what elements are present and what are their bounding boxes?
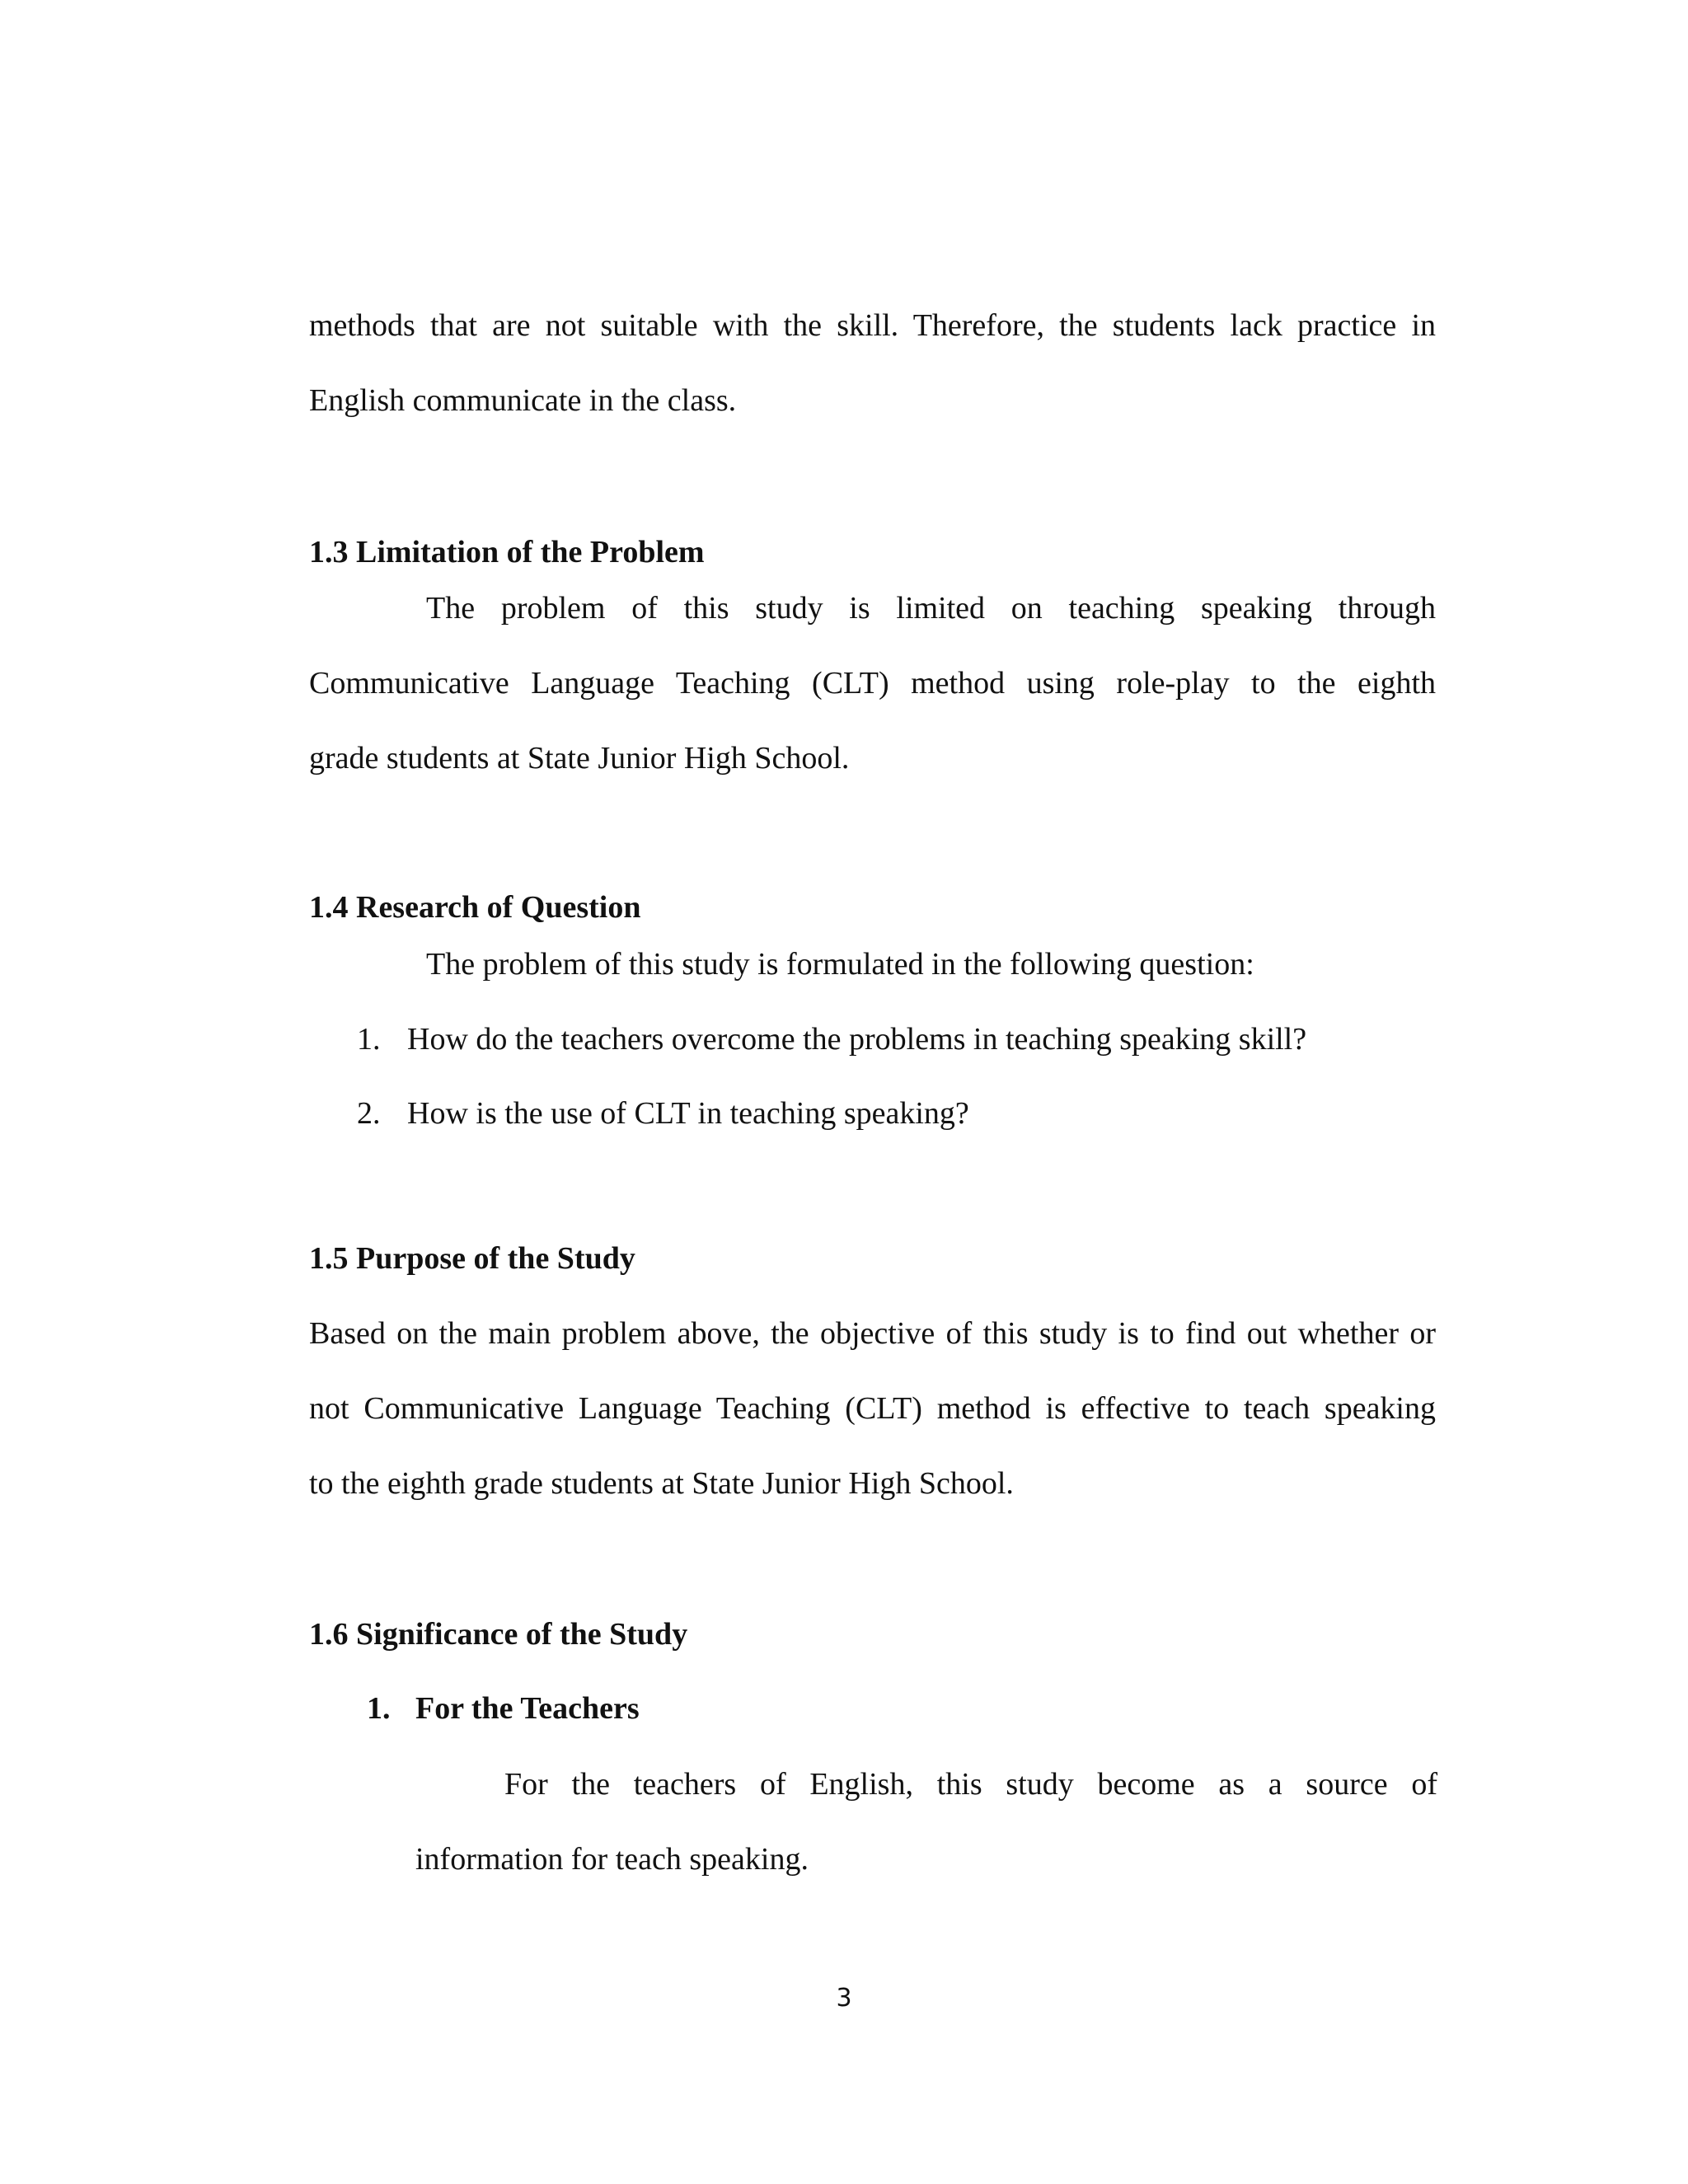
list-number: 2. — [357, 1096, 381, 1131]
paragraph-line: Communicative Language Teaching (CLT) method using role-play to the eighth — [309, 666, 1436, 701]
paragraph-line: methods that are not suitable with the skill. Therefore, the students lack practice in — [309, 308, 1436, 343]
paragraph-line: The problem of this study is formulated in the following question: — [426, 947, 1254, 982]
paragraph-line: Based on the main problem above, the objective of this study is to find out whether or — [309, 1316, 1436, 1351]
paragraph-line: grade students at State Junior High School. — [309, 741, 850, 776]
paragraph-line: not Communicative Language Teaching (CLT) method is effective to teach speaking — [309, 1391, 1436, 1426]
list-number: 1. — [357, 1022, 381, 1057]
paragraph-line: The problem of this study is limited on teaching speaking through — [426, 591, 1436, 626]
paragraph-line: English communicate in the class. — [309, 383, 737, 418]
sub-list-number: 1. — [367, 1691, 391, 1726]
paragraph-line: information for teach speaking. — [415, 1842, 809, 1877]
section-heading: 1.4 Research of Question — [309, 890, 641, 925]
paragraph-line: For the teachers of English, this study become as a source of — [504, 1767, 1437, 1802]
list-item: How do the teachers overcome the problems in teaching speaking skill? — [407, 1022, 1307, 1057]
sub-list-title: For the Teachers — [415, 1691, 640, 1726]
list-item: How is the use of CLT in teaching speaking? — [407, 1096, 969, 1131]
section-heading: 1.5 Purpose of the Study — [309, 1241, 635, 1276]
section-heading: 1.6 Significance of the Study — [309, 1617, 688, 1652]
page-number: 3 — [836, 1984, 852, 2013]
paragraph-line: to the eighth grade students at State Junior High School. — [309, 1466, 1014, 1501]
section-heading: 1.3 Limitation of the Problem — [309, 535, 705, 569]
